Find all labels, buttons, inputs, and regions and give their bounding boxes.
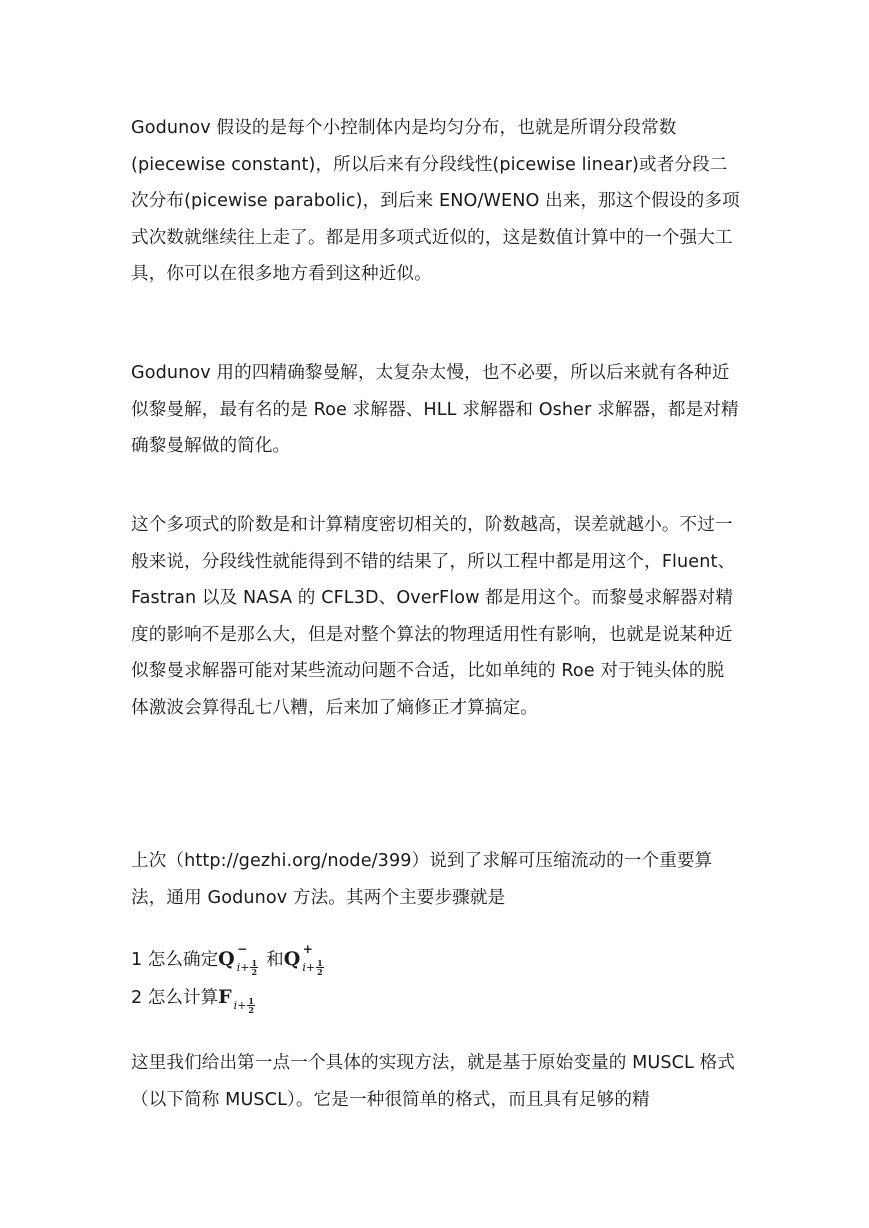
paragraph-riemann-solvers: Godunov 用的四精确黎曼解，太复杂太慢，也不必要，所以后来就有各种近似黎曼解，最有名的是 Roe 求解器、HLL 求解器和 Osher 求解器，都是对精确黎曼解做的简化。	[131, 363, 739, 456]
paragraph-polynomial-order: 这个多项式的阶数是和计算精度密切相关的，阶数越高，误差就越小。不过一般来说，分段线性就能得到不错的结果了，所以工程中都是用这个，Fluent、Fastran 以及 NASA 的 CFL3D、OverFlow 都是用这个。而黎曼求解器对精度的影响不是那么大，但是对整个算法的物理适用性有影响，也就是说某种近似黎曼求解器可能对某些流动问题不合适，比如单纯的 Roe 对于钝头体的脱体激波会算得乱七八糟，后来加了熵修正才算搞定。	[131, 515, 736, 718]
step-1-text: 1 怎么确定	[131, 950, 219, 970]
paragraph-previous-post: 上次（http://gezhi.org/node/399）说到了求解可压缩流动的一个重要算法，通用 Godunov 方法。其两个主要步骤就是	[131, 851, 713, 908]
q-plus-formula: Q + $_{i+}$ $\frac{1}{2}$	[283, 942, 323, 977]
step-2-text: 2 怎么计算	[131, 988, 219, 1008]
q-minus-formula: Q − $_{i+}$ $\frac{1}{2}$	[218, 942, 258, 977]
f-flux-formula: F $_{i+}$ $\frac{1}{2}$	[218, 986, 254, 1015]
paragraph-godunov-assumption: Godunov 假设的是每个小控制体内是均匀分布，也就是所谓分段常数(piecewise constant)，所以后来有分段线性(picewise linear)或者分段二次分布(picewise parabolic)，到后来 ENO/WENO 出来，那这个假设的多项式次数就继续往上走了。都是用多项式近似的，这是数值计算中的一个强大工具，你可以在很多地方看到这种近似。	[131, 118, 740, 284]
step-2-line	[131, 985, 258, 1015]
step-1-line	[131, 942, 332, 977]
step-1-and: 和	[266, 950, 284, 970]
paragraph-muscl-intro: 这里我们给出第一点一个具体的实现方法，就是基于原始变量的 MUSCL 格式（以下简称 MUSCL）。它是一种很简单的格式，而且具有足够的精	[131, 1053, 736, 1110]
